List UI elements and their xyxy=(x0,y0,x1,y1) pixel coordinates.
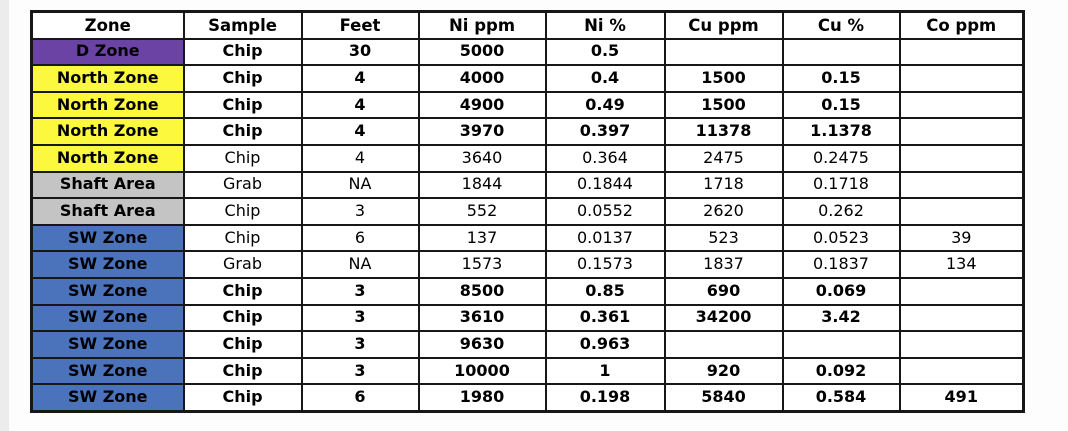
value-cell: 0.963 xyxy=(546,331,665,358)
value-cell: 3 xyxy=(302,278,419,305)
value-cell: 0.1837 xyxy=(783,251,900,278)
value-cell: 0.5 xyxy=(546,39,665,66)
value-cell: Chip xyxy=(184,384,302,411)
value-cell: Chip xyxy=(184,118,302,145)
value-cell: Chip xyxy=(184,39,302,66)
column-header-co-ppm: Co ppm xyxy=(900,12,1024,39)
value-cell: 5000 xyxy=(419,39,546,66)
value-cell: 0.364 xyxy=(546,145,665,172)
value-cell xyxy=(900,172,1024,199)
zone-cell: Shaft Area xyxy=(32,172,184,199)
value-cell: 920 xyxy=(665,358,783,385)
value-cell: 9630 xyxy=(419,331,546,358)
table-row xyxy=(32,172,1024,199)
zone-cell: SW Zone xyxy=(32,331,184,358)
value-cell: Chip xyxy=(184,198,302,225)
value-cell: Chip xyxy=(184,92,302,119)
value-cell: 1980 xyxy=(419,384,546,411)
value-cell: 39 xyxy=(900,225,1024,252)
value-cell: 2620 xyxy=(665,198,783,225)
value-cell: 0.49 xyxy=(546,92,665,119)
table-row xyxy=(32,278,1024,305)
value-cell xyxy=(900,278,1024,305)
value-cell xyxy=(900,331,1024,358)
value-cell: 491 xyxy=(900,384,1024,411)
value-cell: 0.0523 xyxy=(783,225,900,252)
value-cell: 4000 xyxy=(419,65,546,92)
value-cell: 4 xyxy=(302,92,419,119)
value-cell: Chip xyxy=(184,278,302,305)
value-cell: 1 xyxy=(546,358,665,385)
table-row xyxy=(32,358,1024,385)
column-header-feet: Feet xyxy=(302,12,419,39)
value-cell xyxy=(900,118,1024,145)
table-row xyxy=(32,251,1024,278)
value-cell: 3 xyxy=(302,198,419,225)
table-row xyxy=(32,384,1024,411)
value-cell: 137 xyxy=(419,225,546,252)
column-header-cu: Cu % xyxy=(783,12,900,39)
value-cell: 4 xyxy=(302,145,419,172)
value-cell: 0.1844 xyxy=(546,172,665,199)
value-cell: 552 xyxy=(419,198,546,225)
value-cell xyxy=(783,331,900,358)
value-cell: 1573 xyxy=(419,251,546,278)
value-cell: 134 xyxy=(900,251,1024,278)
column-header-cu-ppm: Cu ppm xyxy=(665,12,783,39)
value-cell: 3610 xyxy=(419,305,546,332)
value-cell: 690 xyxy=(665,278,783,305)
value-cell: 0.15 xyxy=(783,65,900,92)
value-cell: 34200 xyxy=(665,305,783,332)
value-cell: 4900 xyxy=(419,92,546,119)
zone-cell: SW Zone xyxy=(32,305,184,332)
table-body xyxy=(32,39,1024,412)
value-cell: 0.1718 xyxy=(783,172,900,199)
value-cell: 523 xyxy=(665,225,783,252)
value-cell: 0.069 xyxy=(783,278,900,305)
value-cell: Grab xyxy=(184,172,302,199)
value-cell: 8500 xyxy=(419,278,546,305)
value-cell: 0.4 xyxy=(546,65,665,92)
zone-cell: SW Zone xyxy=(32,251,184,278)
value-cell: 1500 xyxy=(665,65,783,92)
value-cell xyxy=(900,39,1024,66)
zone-cell: SW Zone xyxy=(32,358,184,385)
value-cell xyxy=(783,39,900,66)
table-row xyxy=(32,118,1024,145)
value-cell xyxy=(900,358,1024,385)
value-cell: 1500 xyxy=(665,92,783,119)
header-row xyxy=(32,12,1024,39)
zone-cell: North Zone xyxy=(32,65,184,92)
value-cell xyxy=(900,65,1024,92)
table-row xyxy=(32,145,1024,172)
zone-cell: SW Zone xyxy=(32,384,184,411)
value-cell: 5840 xyxy=(665,384,783,411)
value-cell: 6 xyxy=(302,384,419,411)
value-cell: 1.1378 xyxy=(783,118,900,145)
value-cell: 3.42 xyxy=(783,305,900,332)
value-cell: 1844 xyxy=(419,172,546,199)
column-header-sample: Sample xyxy=(184,12,302,39)
value-cell xyxy=(900,145,1024,172)
assay-table xyxy=(30,10,1025,413)
table-row xyxy=(32,65,1024,92)
value-cell: Chip xyxy=(184,331,302,358)
value-cell: Grab xyxy=(184,251,302,278)
value-cell: NA xyxy=(302,172,419,199)
value-cell: 0.85 xyxy=(546,278,665,305)
value-cell: 3640 xyxy=(419,145,546,172)
value-cell: Chip xyxy=(184,145,302,172)
value-cell xyxy=(900,92,1024,119)
page-edge-strip xyxy=(0,0,9,431)
value-cell: NA xyxy=(302,251,419,278)
table-row xyxy=(32,225,1024,252)
zone-cell: Shaft Area xyxy=(32,198,184,225)
zone-cell: SW Zone xyxy=(32,225,184,252)
zone-cell: D Zone xyxy=(32,39,184,66)
value-cell xyxy=(900,305,1024,332)
zone-cell: North Zone xyxy=(32,145,184,172)
value-cell: 1718 xyxy=(665,172,783,199)
value-cell: 0.0137 xyxy=(546,225,665,252)
value-cell: 0.2475 xyxy=(783,145,900,172)
value-cell: 0.092 xyxy=(783,358,900,385)
value-cell: 0.262 xyxy=(783,198,900,225)
value-cell: 3 xyxy=(302,305,419,332)
value-cell: 0.15 xyxy=(783,92,900,119)
table-row xyxy=(32,92,1024,119)
zone-cell: SW Zone xyxy=(32,278,184,305)
value-cell xyxy=(665,39,783,66)
table-row xyxy=(32,198,1024,225)
value-cell: 0.1573 xyxy=(546,251,665,278)
zone-cell: North Zone xyxy=(32,118,184,145)
table-row xyxy=(32,331,1024,358)
value-cell xyxy=(665,331,783,358)
table-row xyxy=(32,39,1024,66)
value-cell: 10000 xyxy=(419,358,546,385)
value-cell: 0.0552 xyxy=(546,198,665,225)
value-cell: 0.584 xyxy=(783,384,900,411)
value-cell: 3970 xyxy=(419,118,546,145)
zone-cell: North Zone xyxy=(32,92,184,119)
value-cell: 1837 xyxy=(665,251,783,278)
column-header-zone: Zone xyxy=(32,12,184,39)
value-cell: 3 xyxy=(302,331,419,358)
value-cell: 11378 xyxy=(665,118,783,145)
value-cell: 0.361 xyxy=(546,305,665,332)
value-cell: Chip xyxy=(184,65,302,92)
table-row xyxy=(32,305,1024,332)
value-cell: Chip xyxy=(184,225,302,252)
value-cell: Chip xyxy=(184,305,302,332)
value-cell: Chip xyxy=(184,358,302,385)
value-cell xyxy=(900,198,1024,225)
column-header-ni-ppm: Ni ppm xyxy=(419,12,546,39)
value-cell: 4 xyxy=(302,118,419,145)
value-cell: 0.198 xyxy=(546,384,665,411)
value-cell: 3 xyxy=(302,358,419,385)
value-cell: 6 xyxy=(302,225,419,252)
value-cell: 30 xyxy=(302,39,419,66)
column-header-ni: Ni % xyxy=(546,12,665,39)
value-cell: 4 xyxy=(302,65,419,92)
value-cell: 2475 xyxy=(665,145,783,172)
value-cell: 0.397 xyxy=(546,118,665,145)
